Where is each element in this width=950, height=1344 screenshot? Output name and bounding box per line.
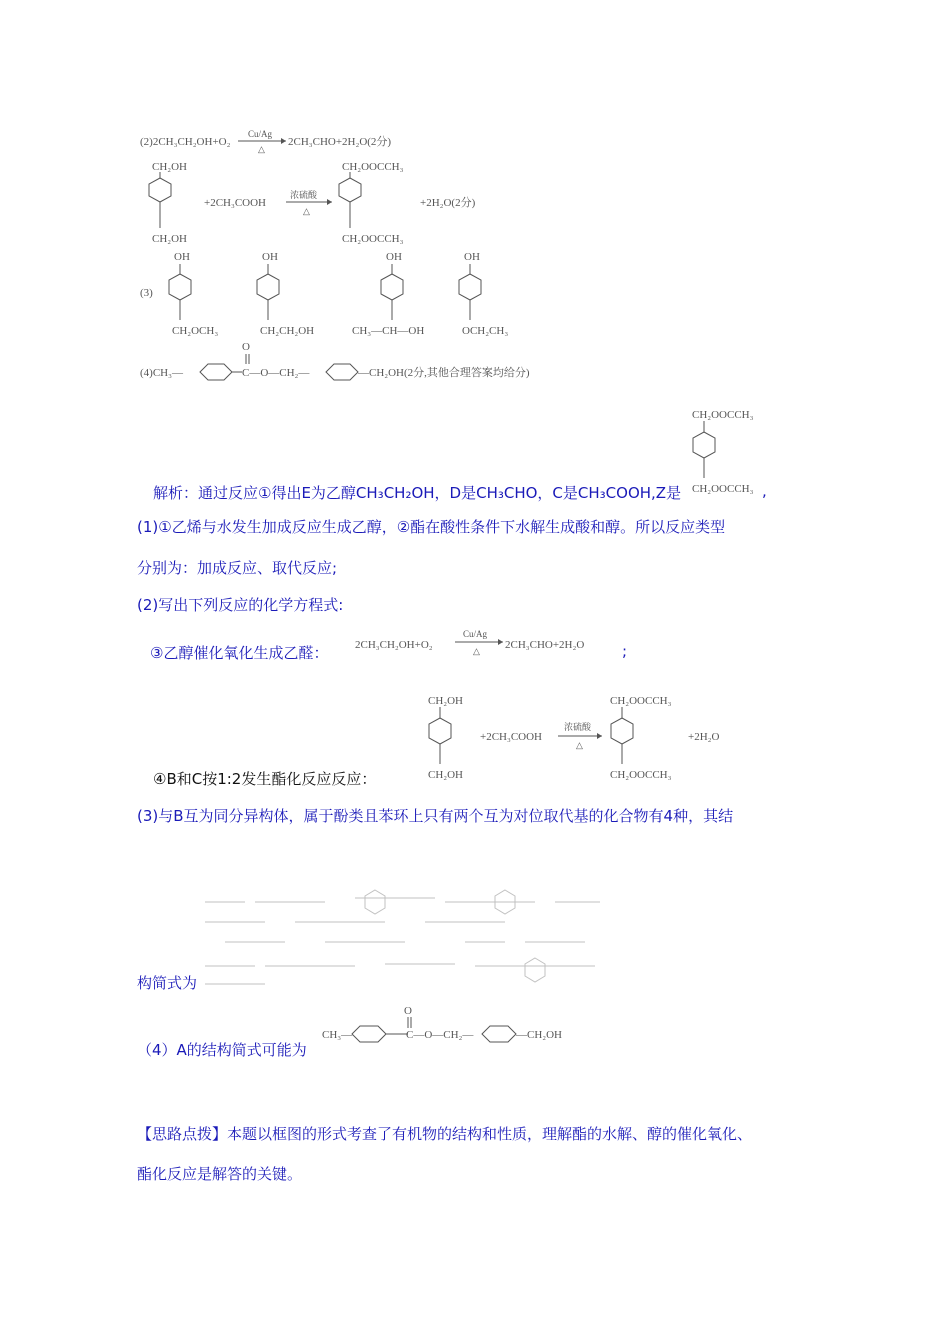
z-bottom-label: CH₂OOCCH₃ bbox=[692, 483, 754, 495]
isomer-1 bbox=[169, 251, 218, 337]
benzene-ring bbox=[326, 364, 358, 380]
answer-diagram bbox=[138, 128, 588, 388]
catalyst: 浓硫酸 bbox=[564, 722, 592, 732]
analysis-line-1-text: 解析：通过反应①得出E为乙醇CH₃CH₂OH，D是CH₃CHO，C是CH₃COOH,Z是 bbox=[153, 484, 682, 502]
svg-text:OCH₂CH₃: OCH₂CH₃ bbox=[462, 325, 509, 337]
part3-label: (3) bbox=[140, 287, 153, 299]
svg-text:CH₂CH₂OH: CH₂CH₂OH bbox=[260, 325, 315, 337]
isomer-4 bbox=[459, 251, 508, 337]
analysis-line-5-tail: ; bbox=[622, 642, 628, 660]
tip-label: 【思路点拨】 bbox=[137, 1125, 228, 1143]
tip-line-2: 酯化反应是解答的关键。 bbox=[137, 1165, 303, 1183]
tip-text-1: 本题以框图的形式考查了有机物的结构和性质，理解酯的水解、醇的催化氧化、 bbox=[227, 1125, 753, 1143]
svg-text:CH₂OCH₃: CH₂OCH₃ bbox=[172, 325, 219, 337]
part4-carbonyl-o: O bbox=[242, 341, 250, 353]
analysis-line-6: ④B和C按1:2发生酯化反应反应： bbox=[153, 770, 377, 788]
ester-reagent: +2CH₃COOH bbox=[204, 197, 266, 209]
reactant-top: CH₂OH bbox=[428, 695, 464, 707]
product-bottom: CH₂OOCCH₃ bbox=[610, 769, 672, 781]
analysis-line-9: （4）A的结构简式可能为 bbox=[137, 1041, 307, 1059]
analysis-line-5: ③乙醇催化氧化生成乙醛： bbox=[150, 644, 329, 662]
analysis-line-3: 分别为：加成反应、取代反应; bbox=[137, 559, 338, 577]
a-left: CH₃— bbox=[322, 1029, 353, 1041]
part4-prefix: (4)CH₃— bbox=[140, 367, 183, 379]
esterification-equation-image bbox=[426, 690, 736, 784]
isomer-3 bbox=[352, 251, 424, 337]
analysis-line-2: (1)①乙烯与水发生加成反应生成乙醇，②酯在酸性条件下水解生成酸和醇。所以反应类型 bbox=[137, 518, 726, 536]
ester-tail: +2H₂O(2分) bbox=[420, 197, 476, 209]
product-top: CH₂OOCCH₃ bbox=[610, 695, 672, 707]
eq2-heat: △ bbox=[258, 144, 265, 154]
tip-line-1 bbox=[137, 1123, 752, 1144]
part4-middle: C—O—CH₂— bbox=[242, 367, 310, 379]
a-carbonyl-o: O bbox=[404, 1005, 412, 1017]
ester-catalyst: 浓硫酸 bbox=[290, 190, 318, 200]
analysis-line-1-tail: , bbox=[762, 482, 767, 500]
isomer-2 bbox=[257, 251, 314, 337]
a-structure-image bbox=[322, 1002, 582, 1056]
ester-product-top: CH₂OOCCH₃ bbox=[342, 161, 404, 173]
benzene-ring bbox=[352, 1026, 386, 1042]
svg-text:OH: OH bbox=[174, 251, 190, 263]
eq-heat: △ bbox=[473, 646, 480, 656]
eq-right: 2CH₃CHO+2H₂O bbox=[505, 639, 585, 651]
ester-reactant-top: CH₂OH bbox=[152, 161, 188, 173]
analysis-line-4: (2)写出下列反应的化学方程式: bbox=[137, 596, 344, 614]
ester-product-bottom: CH₂OOCCH₃ bbox=[342, 233, 404, 245]
eq-catalyst: Cu/Ag bbox=[463, 629, 488, 639]
eq2-left: (2)2CH₃CH₂OH+O₂ bbox=[140, 136, 231, 148]
benzene-ring bbox=[149, 178, 171, 202]
eq-left: 2CH₃CH₂OH+O₂ bbox=[355, 639, 433, 651]
svg-text:OH: OH bbox=[262, 251, 278, 263]
heat: △ bbox=[576, 740, 583, 750]
ester-heat: △ bbox=[303, 206, 310, 216]
benzene-ring bbox=[611, 718, 633, 744]
isomer-structures-image bbox=[205, 884, 605, 994]
analysis-line-8: 构简式为 bbox=[137, 974, 198, 992]
benzene-ring bbox=[339, 178, 361, 202]
reagent: +2CH₃COOH bbox=[480, 731, 542, 743]
ester-reactant-bottom: CH₂OH bbox=[152, 233, 188, 245]
reactant-bottom: CH₂OH bbox=[428, 769, 464, 781]
svg-text:OH: OH bbox=[386, 251, 402, 263]
eq2-right: 2CH₃CHO+2H₂O(2分) bbox=[288, 136, 392, 148]
z-top-label: CH₂OOCCH₃ bbox=[692, 409, 754, 421]
a-right: —CH₂OH bbox=[516, 1029, 563, 1041]
svg-text:OH: OH bbox=[464, 251, 480, 263]
benzene-ring bbox=[200, 364, 232, 380]
analysis-line-7: (3)与B互为同分异构体，属于酚类且苯环上只有两个互为对位取代基的化合物有4种，其结 bbox=[137, 807, 734, 825]
part4-suffix: —CH₂OH(2分,其他合理答案均给分) bbox=[358, 367, 530, 379]
benzene-ring bbox=[693, 432, 715, 458]
oxidation-equation-image bbox=[355, 626, 615, 660]
tail: +2H₂O bbox=[688, 731, 720, 743]
benzene-ring bbox=[482, 1026, 516, 1042]
eq2-catalyst: Cu/Ag bbox=[248, 129, 273, 139]
svg-text:CH₃—CH—OH: CH₃—CH—OH bbox=[352, 325, 425, 337]
analysis-line-1 bbox=[153, 482, 681, 503]
answer-image bbox=[138, 128, 588, 388]
a-middle: C—O—CH₂— bbox=[406, 1029, 474, 1041]
benzene-ring bbox=[429, 718, 451, 744]
